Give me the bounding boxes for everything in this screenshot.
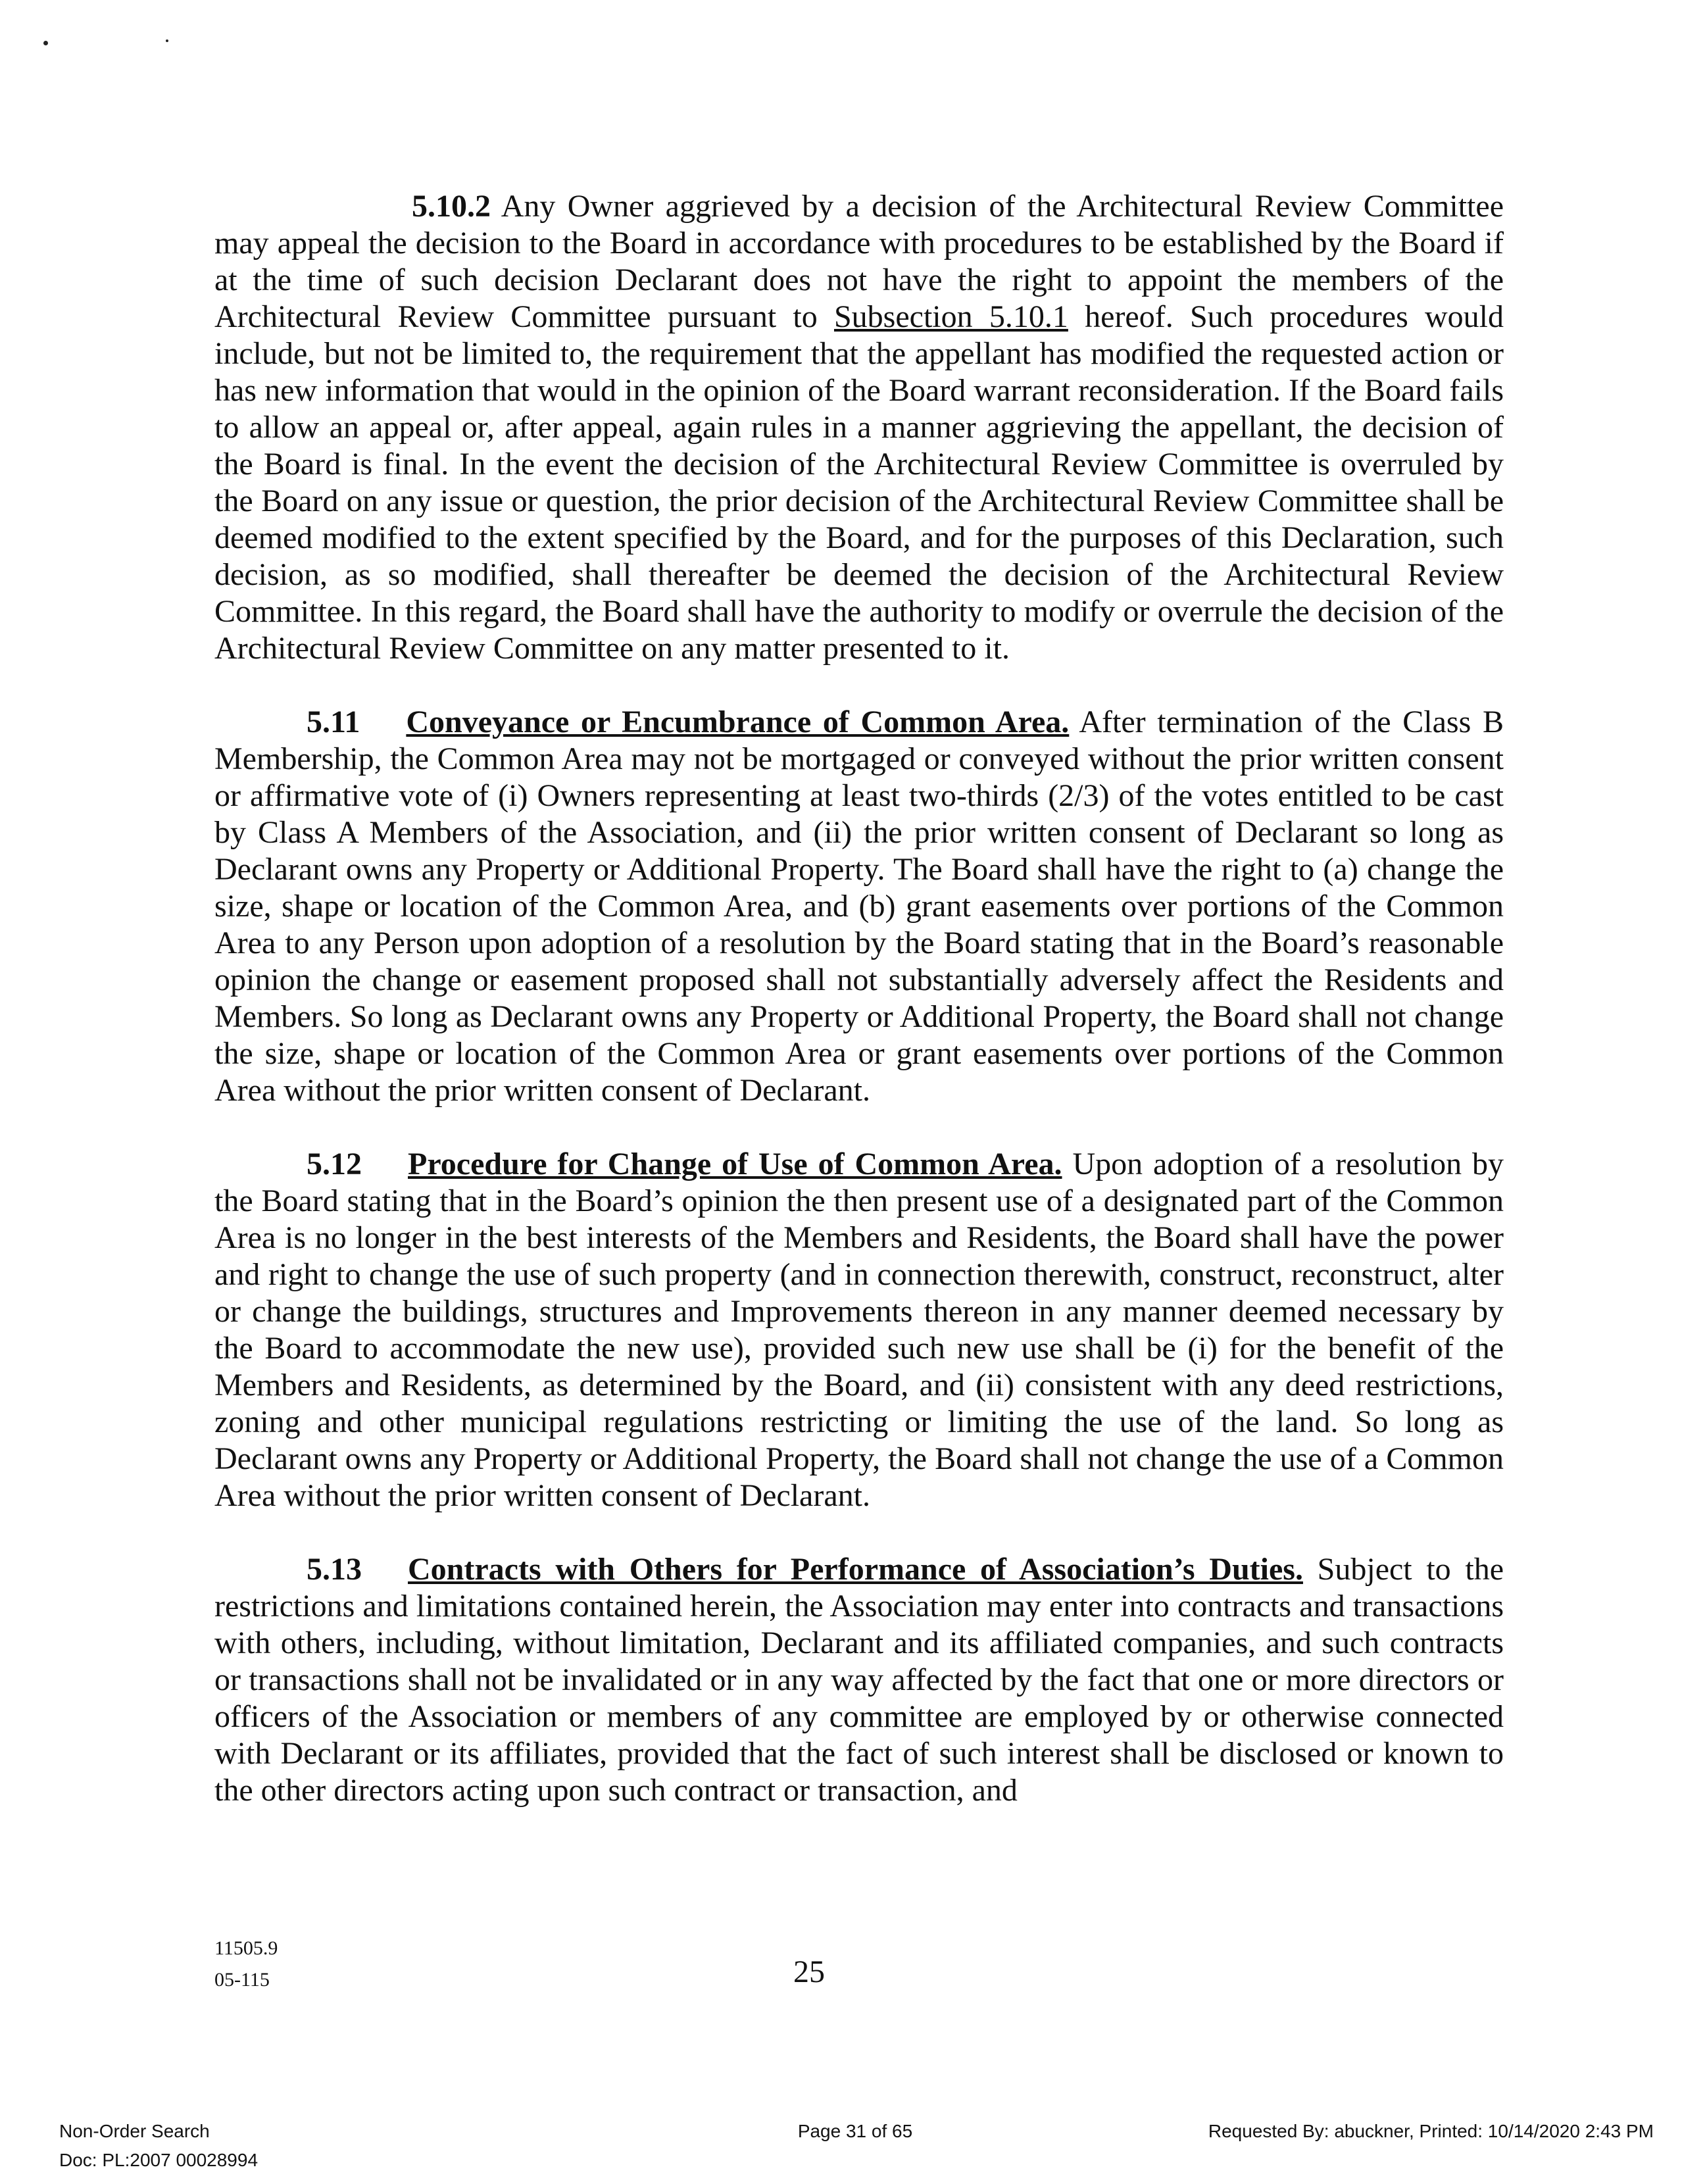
section-text: Upon adoption of a resolution by the Board stating that in the Board’s opinion the then present use of a designated part of the Common Area is no longer in the best interests of the Members and Residents, the Board shall have the power and right to change the use of such property (and in connection therewith, construct, reconstruct, alter or change the buildings, structures and Improvements thereon in any manner deemed necessary by the Board to accommodate the new use), provided such new use shall be (i) for the benefit of the Members and Residents, as determined by the Board, and (ii) consistent with any deed restrictions, zoning and other municipal regulations restricting or limiting the use of the land. So long as Declarant owns any Property or Additional Property, the Board shall not change the use of a Common Area without the prior written consent of Declarant. [214,1147,1504,1513]
section-text: Any Owner aggrieved by a decision of the Architectural Review Committee may appeal the decision to the Board in accordance with procedures to be established by the Board if at the time of such decision Declarant does not have the right to appoint the members of the Architectural Review Committee pursuant to [214,189,1504,334]
document-body [214,188,1504,1846]
doc-code: 11505.9 [214,1937,278,1959]
scan-speck [43,41,48,45]
section-text: Subject to the restrictions and limitations contained herein, the Association may enter into contracts and transactions with others, including, without limitation, Declarant and its affiliated companies, and such contracts or transactions shall not be invalidated or in any way affected by the fact that one or more directors or officers of the Association or members of any committee are employed by or otherwise connected with Declarant or its affiliates, provided that the fact of such interest shall be disclosed or known to the other directors acting upon such contract or transaction, and [214,1552,1504,1808]
section-number: 5.13 [307,1552,362,1587]
doc-id: Doc: PL:2007 00028994 [59,2150,259,2170]
system-footer-left [59,2117,258,2175]
section-heading: Procedure for Change of Use of Common Area. [408,1147,1062,1181]
section-5-12 [214,1146,1504,1514]
section-5-10-2 [214,188,1504,667]
doc-ref: 05-115 [214,1969,270,1991]
page-number: 25 [793,1954,825,1989]
section-heading: Contracts with Others for Performance of Association’s Duties. [408,1552,1303,1587]
subsection-reference: Subsection 5.10.1 [833,299,1068,334]
section-number: 5.11 [307,705,360,739]
section-5-13 [214,1551,1504,1809]
requested-by-info: Requested By: abuckner, Printed: 10/14/2020 2:43 PM [1208,2121,1654,2141]
section-text: After termination of the Class B Membership, the Common Area may not be mortgaged or conveyed without the prior written consent or affirmative vote of (i) Owners representing at least two-thirds (2/3) of the votes entitled to be cast by Class A Members of the Association, and (ii) the prior written consent of Declarant so long as Declarant owns any Property or Additional Property. The Board shall have the right to (a) change the size, shape or location of the Common Area, and (b) grant easements over portions of the Common Area to any Person upon adoption of a resolution by the Board stating that in the Board’s reasonable opinion the change or easement proposed shall not substantially adversely affect the Residents and Members. So long as Declarant owns any Property or Additional Property, the Board shall not change the size, shape or location of the Common Area or grant easements over portions of the Common Area without the prior written consent of Declarant. [214,705,1504,1108]
scan-speck [166,39,168,42]
section-text-continued: hereof. Such procedures would include, but not be limited to, the requirement that the appellant has modified the requested action or has new information that would in the opinion of the Board warrant reconsideration. If the Board fails to allow an appeal or, after appeal, again rules in a manner aggrieving the appellant, the decision of the Board is final. In the event the decision of the Architectural Review Committee is overruled by the Board on any issue or question, the prior decision of the Architectural Review Committee shall be deemed modified to the extent specified by the Board, and for the purposes of this Declaration, such decision, as so modified, shall thereafter be deemed the decision of the Architectural Review Committee. In this regard, the Board shall have the authority to modify or overrule the decision of the Architectural Review Committee on any matter presented to it. [214,299,1504,666]
search-type: Non-Order Search [59,2121,210,2141]
section-5-11 [214,704,1504,1109]
section-number: 5.10.2 [412,189,491,224]
document-footer-ids [214,1933,278,1996]
section-heading: Conveyance or Encumbrance of Common Area. [406,705,1070,739]
system-page-indicator: Page 31 of 65 [797,2121,913,2141]
section-number: 5.12 [307,1147,362,1181]
